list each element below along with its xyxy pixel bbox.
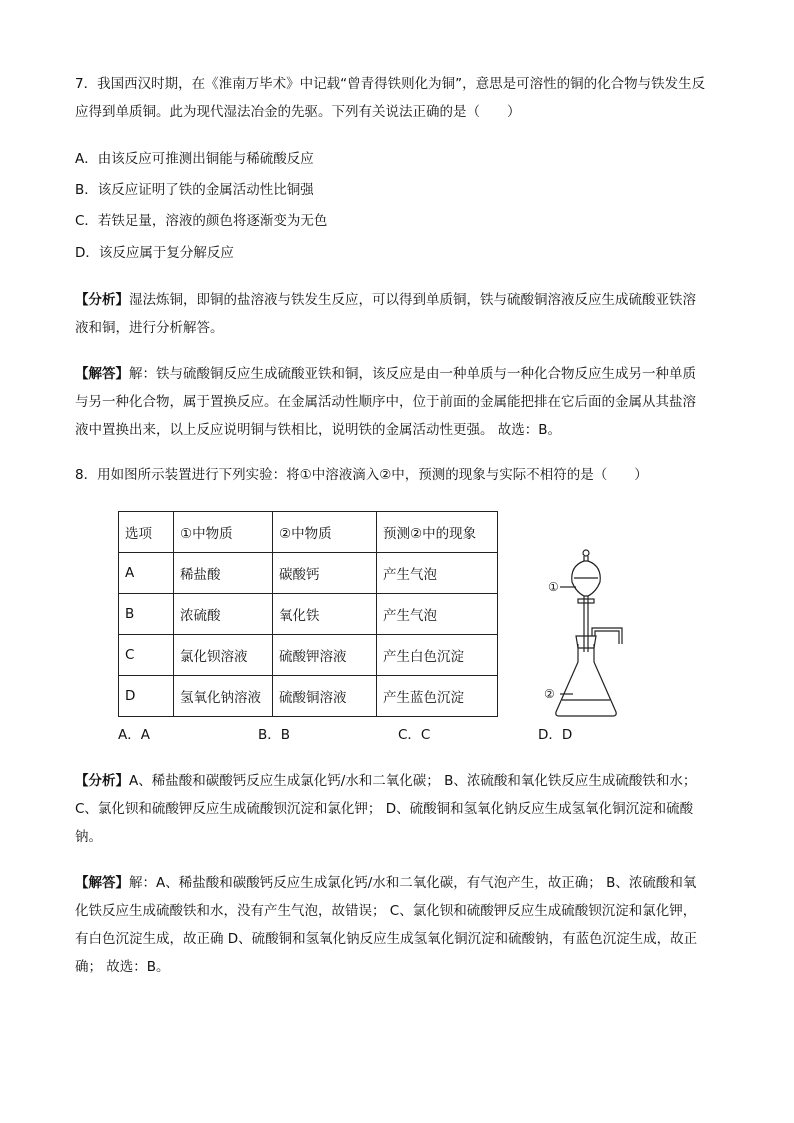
q8-answer-line-1 <box>75 873 696 893</box>
table-cell: D <box>119 676 174 717</box>
label-1: ① <box>548 580 559 594</box>
rubber-stopper <box>576 636 596 648</box>
table-cell: 浓硫酸 <box>174 594 273 635</box>
conical-flask <box>556 644 616 716</box>
q7-option-b: B．该反应证明了铁的金属活动性比铜强 <box>75 182 314 198</box>
stopcock <box>578 599 594 603</box>
table-cell: C <box>119 635 174 676</box>
q8-answer-line-4: 确； 故选：B。 <box>75 959 170 975</box>
q8-choice-d: D．D <box>538 727 573 743</box>
q8-choice-b: B．B <box>258 727 291 743</box>
funnel-stem <box>584 604 588 652</box>
funnel-neck <box>584 556 588 561</box>
table-cell: 产生气泡 <box>377 553 498 594</box>
q8-analysis-tag: 【分析】 <box>75 773 129 789</box>
q7-analysis-tag: 【分析】 <box>75 292 129 308</box>
q7-option-d: D．该反应属于复分解反应 <box>75 245 234 261</box>
q8-options-table <box>118 511 498 717</box>
q8-answer-text-1: 解：A、稀盐酸和碳酸钙反应生成氯化钙/水和二氧化碳，有气泡产生，故正确； B、浓硫酸和氧 <box>129 875 697 891</box>
q7-analysis-line-1 <box>75 290 696 310</box>
table-header-cell: 预测②中的现象 <box>377 512 498 553</box>
table-cell: 碳酸钙 <box>273 553 377 594</box>
q7-stem-line-2: 应得到单质铜。此为现代湿法冶金的先驱。下列有关说法正确的是（ ） <box>75 104 521 120</box>
q7-analysis-line-2: 液和铜，进行分析解答。 <box>75 320 224 336</box>
table-cell: 产生蓝色沉淀 <box>377 676 498 717</box>
q8-choice-c: C．C <box>398 727 431 743</box>
q7-option-c: C．若铁足量，溶液的颜色将逐渐变为无色 <box>75 213 328 229</box>
q7-answer-line-3: 液中置换出来，以上反应说明铜与铁相比，说明铁的金属活动性更强。 故选：B。 <box>75 422 562 438</box>
table-cell: 硫酸铜溶液 <box>273 676 377 717</box>
table-cell: 稀盐酸 <box>174 553 273 594</box>
table-cell: A <box>119 553 174 594</box>
table-cell: 硫酸钾溶液 <box>273 635 377 676</box>
q8-analysis-text-1: A、稀盐酸和碳酸钙反应生成氯化钙/水和二氧化碳； B、浓硫酸和氧化铁反应生成硫酸铁和水； <box>129 773 697 789</box>
q7-stem-line-1: 7．我国西汉时期，在《淮南万毕术》中记载“曾青得铁则化为铜”，意思是可溶性的铜的化合物与铁发生反 <box>75 76 706 92</box>
q7-analysis-text-1: 湿法炼铜，即铜的盐溶液与铁发生反应，可以得到单质铜，铁与硫酸铜溶液反应生成硫酸亚铁溶 <box>129 292 696 308</box>
q7-answer-line-2: 与另一种化合物，属于置换反应。在金属活动性顺序中，位于前面的金属能把排在它后面的金属从其盐溶 <box>75 394 696 410</box>
table-cell: 氯化钡溶液 <box>174 635 273 676</box>
q8-analysis-line-1 <box>75 771 696 791</box>
label-2: ② <box>544 687 555 701</box>
q8-answer-line-3: 有白色沉淀生成，故正确 D、硫酸铜和氢氧化钠反应生成氢氧化铜沉淀和硫酸钠，有蓝色沉淀生成，故正 <box>75 931 698 947</box>
table-cell: 产生白色沉淀 <box>377 635 498 676</box>
q8-analysis-line-2: C、氯化钡和硫酸钾反应生成硫酸钡沉淀和氯化钾； D、硫酸铜和氢氧化钠反应生成氢氧化铜沉淀和硫酸 <box>75 801 694 817</box>
table-cell: 氧化铁 <box>273 594 377 635</box>
table-row <box>119 553 498 594</box>
table-header-cell: ②中物质 <box>273 512 377 553</box>
q8-stem: 8．用如图所示装置进行下列实验：将①中溶液滴入②中，预测的现象与实际不相符的是（ ） <box>75 467 648 483</box>
table-header-cell: 选项 <box>119 512 174 553</box>
table-header-cell: ①中物质 <box>174 512 273 553</box>
table-row <box>119 594 498 635</box>
q7-answer-line-1 <box>75 364 696 384</box>
funnel-stopper <box>583 550 589 556</box>
q8-answer-line-2: 化铁反应生成硫酸铁和水，没有产生气泡，故错误； C、氯化钡和硫酸钾反应生成硫酸钡沉淀和氯化钾， <box>75 903 697 919</box>
table-cell: 产生气泡 <box>377 594 498 635</box>
q7-answer-text-1: 解：铁与硫酸铜反应生成硫酸亚铁和铜，该反应是由一种单质与一种化合物反应生成另一种单质 <box>129 366 696 382</box>
apparatus-figure <box>540 544 640 724</box>
q7-answer-tag: 【解答】 <box>75 366 129 382</box>
table-cell: 氢氧化钠溶液 <box>174 676 273 717</box>
table-row <box>119 635 498 676</box>
q7-option-a: A．由该反应可推测出铜能与稀硫酸反应 <box>75 151 314 167</box>
table-header-row <box>119 512 498 553</box>
q8-analysis-line-3: 钠。 <box>75 829 102 845</box>
q8-choice-a: A．A <box>118 727 150 743</box>
table-row <box>119 676 498 717</box>
table-cell: B <box>119 594 174 635</box>
q8-answer-tag: 【解答】 <box>75 875 129 891</box>
